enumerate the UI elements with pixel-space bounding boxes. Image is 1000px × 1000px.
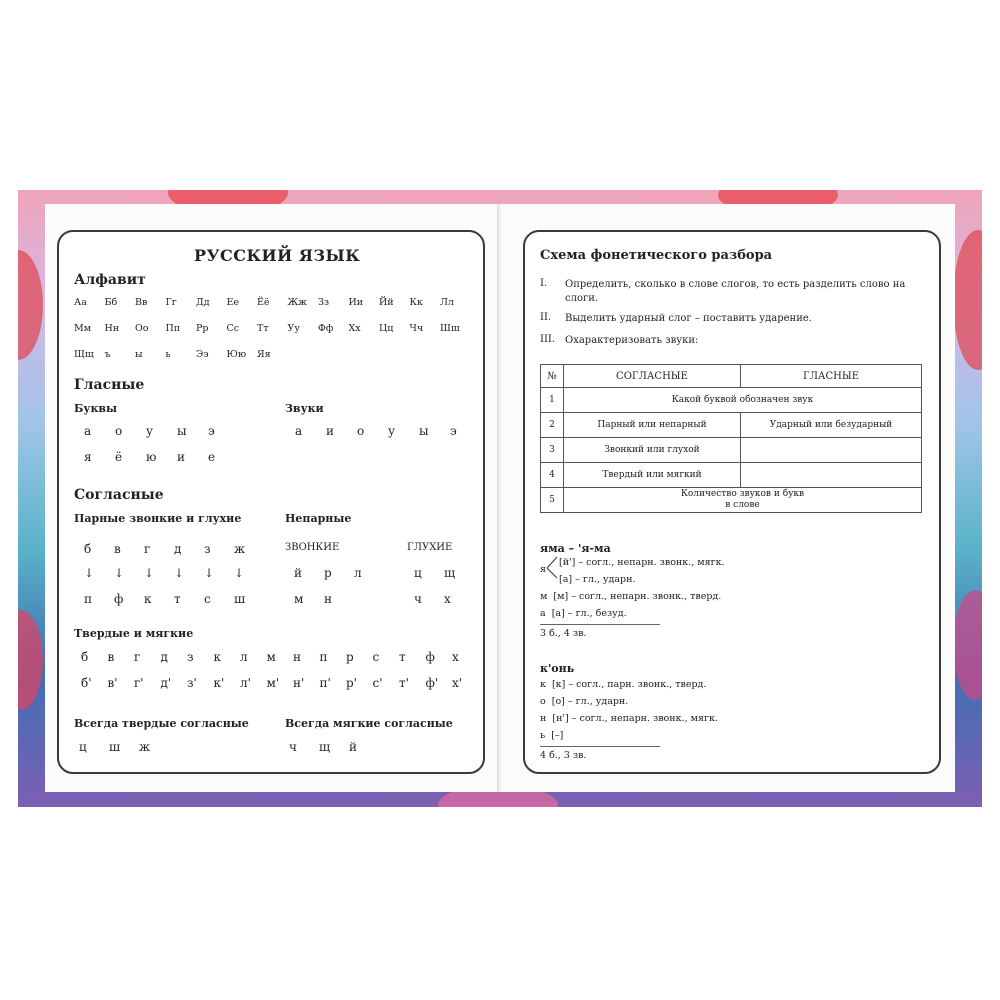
vowel-sound: о: [357, 424, 365, 438]
paired-voiceless-letter: т: [174, 592, 181, 606]
voiced-label: ЗВОНКИЕ: [285, 542, 340, 553]
hard-soft-label: Твердые и мягкие: [74, 627, 194, 640]
right-page: [501, 204, 955, 792]
consonants-heading: Согласные: [74, 487, 164, 503]
example-count: 3 б., 4 зв.: [540, 628, 587, 639]
table-header-vowels: ГЛАСНЫЕ: [741, 365, 922, 388]
alphabet-letter: Дд: [196, 297, 210, 308]
vowel-sound: э: [450, 424, 457, 438]
down-arrow-icon: ↓: [144, 566, 155, 580]
soft-consonant: т': [399, 676, 409, 690]
always-hard-letter: ж: [139, 740, 151, 754]
always-soft-letter: й: [349, 740, 357, 754]
unpaired-voiced-letter: н: [324, 592, 332, 606]
unpaired-consonants-label: Непарные: [285, 512, 352, 525]
vowel-letter: у: [146, 424, 154, 438]
alphabet-letter: Пп: [165, 323, 181, 334]
unpaired-voiceless-letter: щ: [444, 566, 456, 580]
soft-consonant: м': [266, 676, 280, 690]
branch-connector-icon: [545, 554, 559, 580]
alphabet-letter: Лл: [440, 297, 454, 308]
table-row: [541, 413, 922, 438]
soft-consonant: з': [187, 676, 197, 690]
soft-consonant: д': [160, 676, 172, 690]
alphabet-letter: Кк: [409, 297, 423, 308]
hard-consonant: л: [240, 650, 248, 664]
vowel-letter: ю: [146, 450, 157, 464]
soft-consonant: г': [134, 676, 144, 690]
notebook-cover: [18, 190, 982, 807]
paired-voiceless-letter: ш: [234, 592, 246, 606]
soft-consonant: х': [452, 676, 463, 690]
example-line: ь [–]: [540, 730, 564, 741]
soft-consonant: п': [319, 676, 331, 690]
table-cell: Звонкий или глухой: [564, 438, 741, 463]
hard-consonant: п: [319, 650, 328, 664]
alphabet-letter: Юю: [226, 349, 247, 360]
hard-consonant: б: [81, 650, 89, 664]
row-number: 1: [541, 388, 564, 413]
vowel-sound: а: [295, 424, 303, 438]
hard-consonant: с: [372, 650, 380, 664]
hard-consonant: д: [160, 650, 168, 664]
step-text: Охарактеризовать звуки:: [565, 335, 699, 346]
hard-consonant: г: [134, 650, 141, 664]
hard-consonant: х: [452, 650, 459, 664]
alphabet-letter: Ии: [348, 297, 364, 308]
alphabet-letter: Йй: [379, 297, 394, 308]
hard-consonant: з: [187, 650, 194, 664]
voiceless-label: ГЛУХИЕ: [407, 542, 453, 553]
example-line: [а] – гл., ударн.: [559, 574, 636, 585]
alphabet-heading: Алфавит: [74, 272, 146, 288]
always-soft-label: Всегда мягкие согласные: [285, 717, 453, 730]
soft-consonant: б': [81, 676, 92, 690]
left-page: [45, 204, 499, 792]
hard-consonant: н: [293, 650, 301, 664]
unpaired-voiced-letter: м: [294, 592, 304, 606]
table-header-consonants: СОГЛАСНЫЕ: [564, 365, 741, 388]
vowels-heading: Гласные: [74, 377, 145, 393]
alphabet-letter: Яя: [257, 349, 271, 360]
alphabet-letter: Чч: [409, 323, 424, 334]
always-soft-letter: щ: [319, 740, 331, 754]
table-row: [541, 438, 922, 463]
alphabet-letter: ъ: [104, 349, 111, 360]
table-cell: Количество звуков и букв в слове: [564, 488, 922, 513]
table-row: [541, 463, 922, 488]
alphabet-letter: Гг: [165, 297, 177, 308]
vowel-letter: о: [115, 424, 123, 438]
phonetic-table: [540, 364, 922, 513]
alphabet-letter: Аа: [74, 297, 87, 308]
down-arrow-icon: ↓: [174, 566, 185, 580]
hard-consonant: м: [266, 650, 276, 664]
soft-consonant: н': [293, 676, 305, 690]
unpaired-voiced-letter: й: [294, 566, 302, 580]
vowel-sound: у: [388, 424, 396, 438]
vowel-letter: и: [177, 450, 185, 464]
table-header-number: №: [541, 365, 564, 388]
vowel-letter: я: [84, 450, 92, 464]
paired-voiceless-letter: с: [204, 592, 211, 606]
unpaired-voiceless-letter: х: [444, 592, 451, 606]
table-row: [541, 388, 922, 413]
alphabet-letter: Зз: [318, 297, 330, 308]
step-text: Определить, сколько в слове слогов, то есть разделить слово на слоги.: [565, 279, 906, 304]
alphabet-letter: Оо: [135, 323, 149, 334]
row-number: 4: [541, 463, 564, 488]
paired-voiced-letter: г: [144, 542, 151, 556]
alphabet-letter: Ёё: [257, 297, 270, 308]
unpaired-voiceless-letter: ч: [414, 592, 422, 606]
example-count: 4 б., 3 зв.: [540, 750, 587, 761]
alphabet-letter: Хх: [348, 323, 361, 334]
alphabet-letter: ы: [135, 349, 143, 360]
paired-voiced-letter: б: [84, 542, 92, 556]
soft-consonant: в': [107, 676, 118, 690]
soft-consonant: р': [346, 676, 357, 690]
always-hard-letter: ц: [79, 740, 87, 754]
row-number: 5: [541, 488, 564, 513]
step-text: Выделить ударный слог – поставить ударение.: [565, 313, 812, 324]
paired-consonants-label: Парные звонкие и глухие: [74, 512, 242, 525]
soft-consonant: с': [372, 676, 383, 690]
soft-consonant: к': [213, 676, 225, 690]
step-number: I.: [540, 278, 548, 289]
alphabet-letter: Щщ: [74, 349, 94, 360]
vowel-letter: ё: [115, 450, 123, 464]
cover-flower-decoration: [953, 230, 982, 370]
alphabet-letter: Сс: [226, 323, 240, 334]
cover-flower-decoration: [18, 610, 43, 710]
right-content-frame: [523, 230, 941, 774]
down-arrow-icon: ↓: [114, 566, 125, 580]
hard-consonant: в: [107, 650, 115, 664]
step-number: II.: [540, 312, 552, 323]
divider: [540, 746, 660, 747]
paired-voiceless-letter: п: [84, 592, 92, 606]
phonetic-scheme-title: Схема фонетического разбора: [540, 248, 773, 263]
paired-voiced-letter: д: [174, 542, 182, 556]
unpaired-voiced-letter: р: [324, 566, 332, 580]
vowel-sound: и: [326, 424, 334, 438]
unpaired-voiceless-letter: ц: [414, 566, 422, 580]
step-number: III.: [540, 334, 556, 345]
table-cell: [741, 438, 922, 463]
page-title: РУССКИЙ ЯЗЫК: [194, 246, 361, 265]
example-letter: я: [540, 564, 546, 575]
paired-voiced-letter: в: [114, 542, 121, 556]
unpaired-voiced-letter: л: [354, 566, 362, 580]
paired-voiceless-letter: ф: [114, 592, 124, 606]
hard-consonant: ф: [425, 650, 435, 664]
alphabet-letter: Нн: [104, 323, 120, 334]
paired-voiceless-letter: к: [144, 592, 152, 606]
letters-label: Буквы: [74, 402, 118, 415]
example-word-yama: яма – 'я-ма: [540, 542, 611, 555]
paired-voiced-letter: ж: [234, 542, 246, 556]
example-line: к [к] – согл., парн. звонк., тверд.: [540, 679, 707, 690]
example-line: о [о] – гл., ударн.: [540, 696, 629, 707]
example-line: м [м] – согл., непарн. звонк., тверд.: [540, 591, 722, 602]
vowel-letter: е: [208, 450, 216, 464]
soft-consonant: л': [240, 676, 251, 690]
table-cell: Парный или непарный: [564, 413, 741, 438]
hard-consonant: т: [399, 650, 406, 664]
alphabet-letter: Шш: [440, 323, 460, 334]
paired-voiced-letter: з: [204, 542, 211, 556]
table-cell: [741, 463, 922, 488]
alphabet-letter: Рр: [196, 323, 209, 334]
example-line: а [а] – гл., безуд.: [540, 608, 627, 619]
alphabet-letter: Ее: [226, 297, 240, 308]
down-arrow-icon: ↓: [84, 566, 95, 580]
vowel-letter: а: [84, 424, 92, 438]
alphabet-letter: Жж: [287, 297, 307, 308]
cover-flower-decoration: [18, 250, 43, 360]
row-number: 2: [541, 413, 564, 438]
row-number: 3: [541, 438, 564, 463]
hard-consonant: р: [346, 650, 354, 664]
vowel-letter: ы: [177, 424, 187, 438]
alphabet-letter: Тт: [257, 323, 269, 334]
alphabet-letter: Вв: [135, 297, 148, 308]
table-cell: Твердый или мягкий: [564, 463, 741, 488]
vowel-sound: ы: [419, 424, 429, 438]
alphabet-letter: Уу: [287, 323, 300, 334]
sounds-label: Звуки: [285, 402, 324, 415]
alphabet-letter: Мм: [74, 323, 92, 334]
alphabet-letter: Цц: [379, 323, 394, 334]
soft-consonant: ф': [425, 676, 439, 690]
alphabet-letter: Бб: [104, 297, 118, 308]
example-line: н [н'] – согл., непарн. звонк., мягк.: [540, 713, 718, 724]
alphabet-letter: Ээ: [196, 349, 209, 360]
example-word-kon: к'онь: [540, 662, 575, 675]
table-cell: Какой буквой обозначен звук: [564, 388, 922, 413]
down-arrow-icon: ↓: [204, 566, 215, 580]
hard-consonant: к: [213, 650, 221, 664]
always-soft-letter: ч: [289, 740, 297, 754]
vowel-letter: э: [208, 424, 215, 438]
alphabet-letter: ь: [165, 349, 171, 360]
divider: [540, 624, 660, 625]
example-line: [й'] – согл., непарн. звонк., мягк.: [559, 557, 725, 568]
alphabet-letter: Фф: [318, 323, 334, 334]
always-hard-label: Всегда твердые согласные: [74, 717, 249, 730]
table-cell: Ударный или безударный: [741, 413, 922, 438]
always-hard-letter: ш: [109, 740, 121, 754]
table-row: [541, 488, 922, 513]
down-arrow-icon: ↓: [234, 566, 245, 580]
left-content-frame: [57, 230, 485, 774]
cover-flower-decoration: [953, 590, 982, 700]
